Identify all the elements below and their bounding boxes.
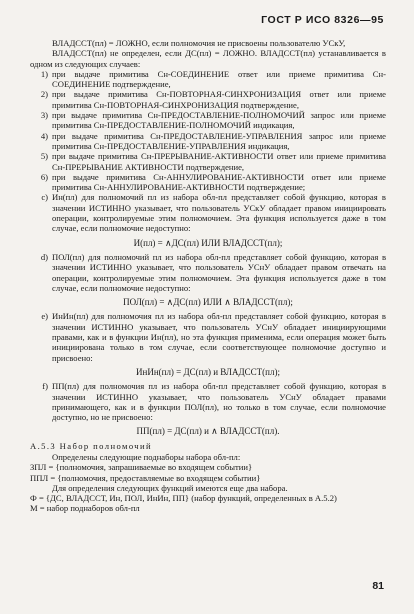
m-definition: М = набор поднаборов обл-пл xyxy=(30,503,140,514)
definition-e xyxy=(30,311,386,362)
subset-definition: ЗПЛ = {полномочия, запрашиваемые во входящем событии} xyxy=(30,462,253,473)
definition-c-label: c) xyxy=(41,192,48,203)
formula-e: ИнИн(пл) = ДС(пл) и ВЛАДССТ(пл); xyxy=(136,366,280,377)
list-item-text: при выдаче примитива Сн-ПРЕДОСТАВЛЕНИЕ-УПРАВЛЕНИЯ запрос или приеме примитива Сн-ПРЕДОСТАВЛЕНИЕ-УПРАВЛЕНИЯ индикация, xyxy=(52,130,386,151)
list-item-text: при выдаче примитива Сн-ПОВТОРНАЯ-СИНХРОНИЗАЦИЯ ответ или приеме примитива Сн-ПОВТОРНАЯ-СИНХРОНИЗАЦИЯ подтверждение, xyxy=(52,89,386,110)
list-item xyxy=(30,131,386,152)
list-item-number: 4) xyxy=(40,130,48,141)
subset-definition: ППЛ = {полномочия, предоставляемые во входящем событии} xyxy=(30,472,261,483)
list-item-number: 1) xyxy=(40,68,48,79)
definition-c-text: Ин(пл) для полномочий пл из набора обл-пл представляет собой функцию, которая в значении ИСТИННО указывает, что пользователь УСкУ обладает правом инициировать операции, контролируемые этим полномочием. Эта функция используется даже в том случае, если полномочие недоступно: xyxy=(52,192,386,234)
page-header: ГОСТ Р ИСО 8326—95 xyxy=(261,14,384,26)
defs-intro: Определены следующие поднаборы набора обл-пл: xyxy=(52,451,241,462)
definition-f xyxy=(30,381,386,422)
definition-d-text: ПОЛ(пл) для полномочий пл из набора обл-пл представляет собой функцию, которая в значении ИСТИННО указывает, что пользователь УСнУ обладает правом отвечать на операции, контролируемые этим полномочием. Эта функция используется даже в том случае, если полномочие недоступно: xyxy=(52,251,386,293)
definition-c xyxy=(30,192,386,233)
definition-d xyxy=(30,252,386,293)
list-item-text: при выдаче примитива Сн-АННУЛИРОВАНИЕ-АКТИВНОСТИ ответ или приеме примитива Сн-АННУЛИРОВАНИЕ-АКТИВНОСТИ подтверждение; xyxy=(52,171,386,193)
formula-d: ПОЛ(пл) = ∧ДС(пл) ИЛИ ∧ ВЛАДССТ(пл); xyxy=(123,297,293,308)
list-item-number: 6) xyxy=(40,171,48,182)
list-item xyxy=(30,110,386,131)
functions-definition: Ф = {ДС, ВЛАДССТ, Ин, ПОЛ, ИнИн, ПП} (набор функций, определенных в А.5.2) xyxy=(30,493,337,504)
definition-d-label: d) xyxy=(40,251,48,262)
formula-f: ПП(пл) = ДС(пл) и ∧ ВЛАДССТ(пл). xyxy=(136,426,280,437)
section-heading: А.5.3 Набор полномочий xyxy=(30,440,153,451)
list-item xyxy=(30,151,386,172)
list-item-text: при выдаче примитива Сн-ПРЕРЫВАНИЕ-АКТИВНОСТИ ответ или приеме примитива Сн-ПРЕРЫВАНИЕ АКТИВНОСТИ подтверждение, xyxy=(52,151,386,172)
list-item xyxy=(30,172,386,193)
document-body xyxy=(30,38,386,514)
paragraph-intro-1: ВЛАДССТ(пл) = ЛОЖНО, если полномочия не присвоены пользователю УСкУ, xyxy=(52,38,346,48)
list-item xyxy=(30,69,386,90)
functions-intro: Для определения следующих функций имеются еще два набора. xyxy=(52,482,288,493)
page-number: 81 xyxy=(372,580,384,592)
definition-e-text: ИнИн(пл) для полномочия пл из набора обл-пл представляет собой функцию, которая в значении ИСТИННО указывает, что пользователь УСнУ обладает инициирующими правами, как и в функции Ин(пл), но эта функция применима, если операция может быть инициирована только в том случае, если соответствующее полномочие доступно и присвоено: xyxy=(52,311,386,363)
cases-list xyxy=(30,69,386,193)
definition-e-label: e) xyxy=(41,311,48,322)
list-item xyxy=(30,89,386,110)
definition-f-text: ПП(пл) для полномочия пл из набора обл-пл представляет собой функцию, которая в значении ИСТИННО указывает, что пользователь УСнУ обладает правами принимающего, как и в функции ПОЛ(пл), но только в том случае, если полномочие доступно, но не присвоено: xyxy=(52,381,386,423)
list-item-number: 3) xyxy=(40,110,48,121)
list-item-text: при выдаче примитива Сн-СОЕДИНЕНИЕ ответ или приеме примитива Сн-СОЕДИНЕНИЕ подтверждение, xyxy=(52,68,386,90)
paragraph-intro-2: ВЛАДССТ(пл) не определен, если ДС(пл) = ЛОЖНО. ВЛАДССТ(пл) устанавливается в одном из следующих случаев: xyxy=(30,48,386,69)
list-item-text: при выдаче примитива Сн-ПРЕДОСТАВЛЕНИЕ-ПОЛНОМОЧИЙ запрос или приеме примитива Сн-ПРЕДОСТАВЛЕНИЕ-ПОЛНОМОЧИЙ индикация, xyxy=(52,110,386,131)
list-item-number: 2) xyxy=(40,89,48,100)
definition-f-label: f) xyxy=(42,381,48,392)
list-item-number: 5) xyxy=(40,151,48,162)
formula-c: И(пл) = ∧ДС(пл) ИЛИ ВЛАДССТ(пл); xyxy=(133,237,283,248)
